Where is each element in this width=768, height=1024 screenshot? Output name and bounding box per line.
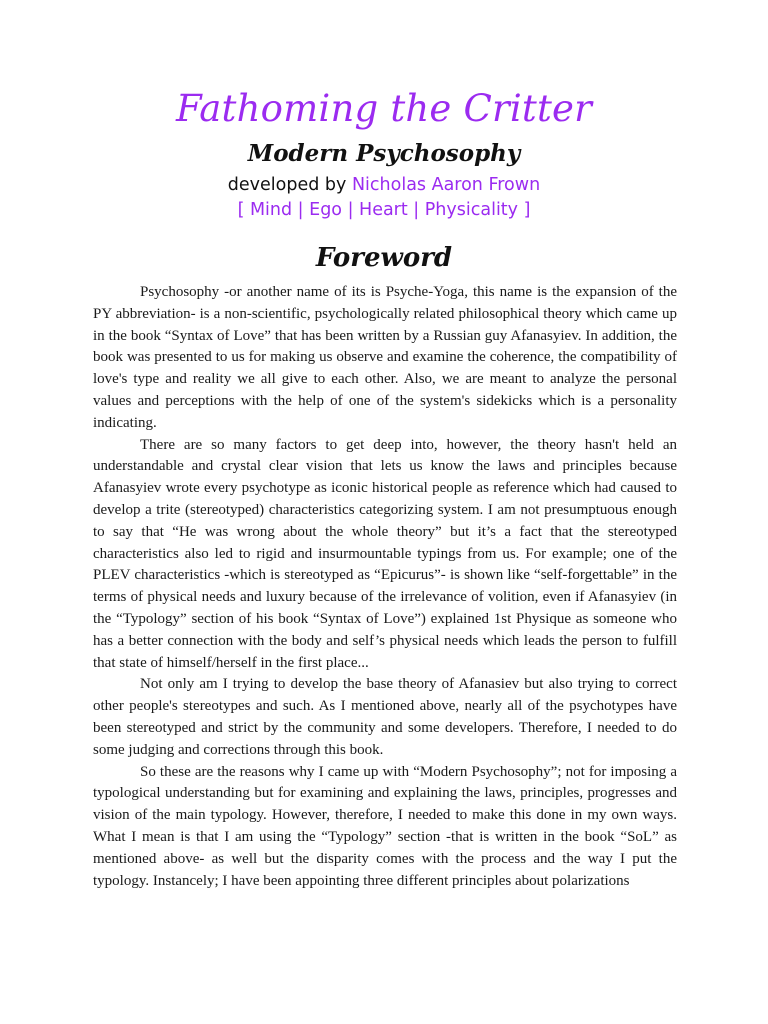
paragraph: Psychosophy -or another name of its is Psyche-Yoga, this name is the expansion of the PY abbreviation- is a non-scientific, psychologically related philosophical theory which came up in the book “Syntax of Love” that has been written by a Russian guy Afanasyiev. In addition, the book was presented to us for making us observe and examine the coherence, the compatibility of love's type and reality we all give to each other. Also, we are meant to analyze the personal values and perceptions with the help of one of the system's sidekicks which is a personality indicating. xyxy=(93,284,677,431)
byline-prefix: developed by xyxy=(227,175,347,195)
paragraph: There are so many factors to get deep into, however, the theory hasn't held an understandable and crystal clear vision that lets us know the laws and principles because Afanasyiev wrote every psychotype as iconic historical people as reference which had caused to develop a trite (stereotyped) characteristics categorizing system. I am not presumptuous enough to say that “He was wrong about the whole theory” but it’s a fact that the stereotyped characteristics also led to rigid and insurmountable typings from us. For example; one of the PLEV characteristics -which is stereotyped as “Epicurus”- is shown like “self-forgettable” in the terms of physical needs and luxury because of the irrelevance of volition, even if Afanasyiev (in the “Typology” section of his book “Syntax of Love”) explained 1st Physique as someone who has a better connection with the body and self’s physical needs which leads the person to fulfill that state of himself/herself in the first place... xyxy=(93,436,677,671)
byline xyxy=(0,172,768,198)
paragraph: So these are the reasons why I came up with “Modern Psychosophy”; not for imposing a typological understanding but for examining and explaining the laws, principles, progresses and vision of the main typology. However, therefore, I needed to make this done in my own ways. What I mean is that I am using the “Typology” section -that is written in the book “SoL” as mentioned above- as well but the disparity comes with the process and the way I put the typology. Instancely; I have been appointing three different principles about polarizations xyxy=(93,763,677,889)
document-subtitle: Modern Psychosophy xyxy=(247,140,521,167)
paragraph: Not only am I trying to develop the base theory of Afanasiev but also trying to correct other people's stereotypes and such. As I mentioned above, nearly all of the psychotypes have been stereotyped and strict by the community and some developers. Therefore, I needed to do some judging and corrections through this book. xyxy=(93,676,677,758)
author-name: Nicholas Aaron Frown xyxy=(351,175,541,195)
foreword-body xyxy=(93,282,677,892)
document-title: Fathoming the Critter xyxy=(175,87,593,130)
section-heading: Foreword xyxy=(315,243,453,273)
facets-line: [ Mind | Ego | Heart | Physicality ] xyxy=(237,200,531,220)
